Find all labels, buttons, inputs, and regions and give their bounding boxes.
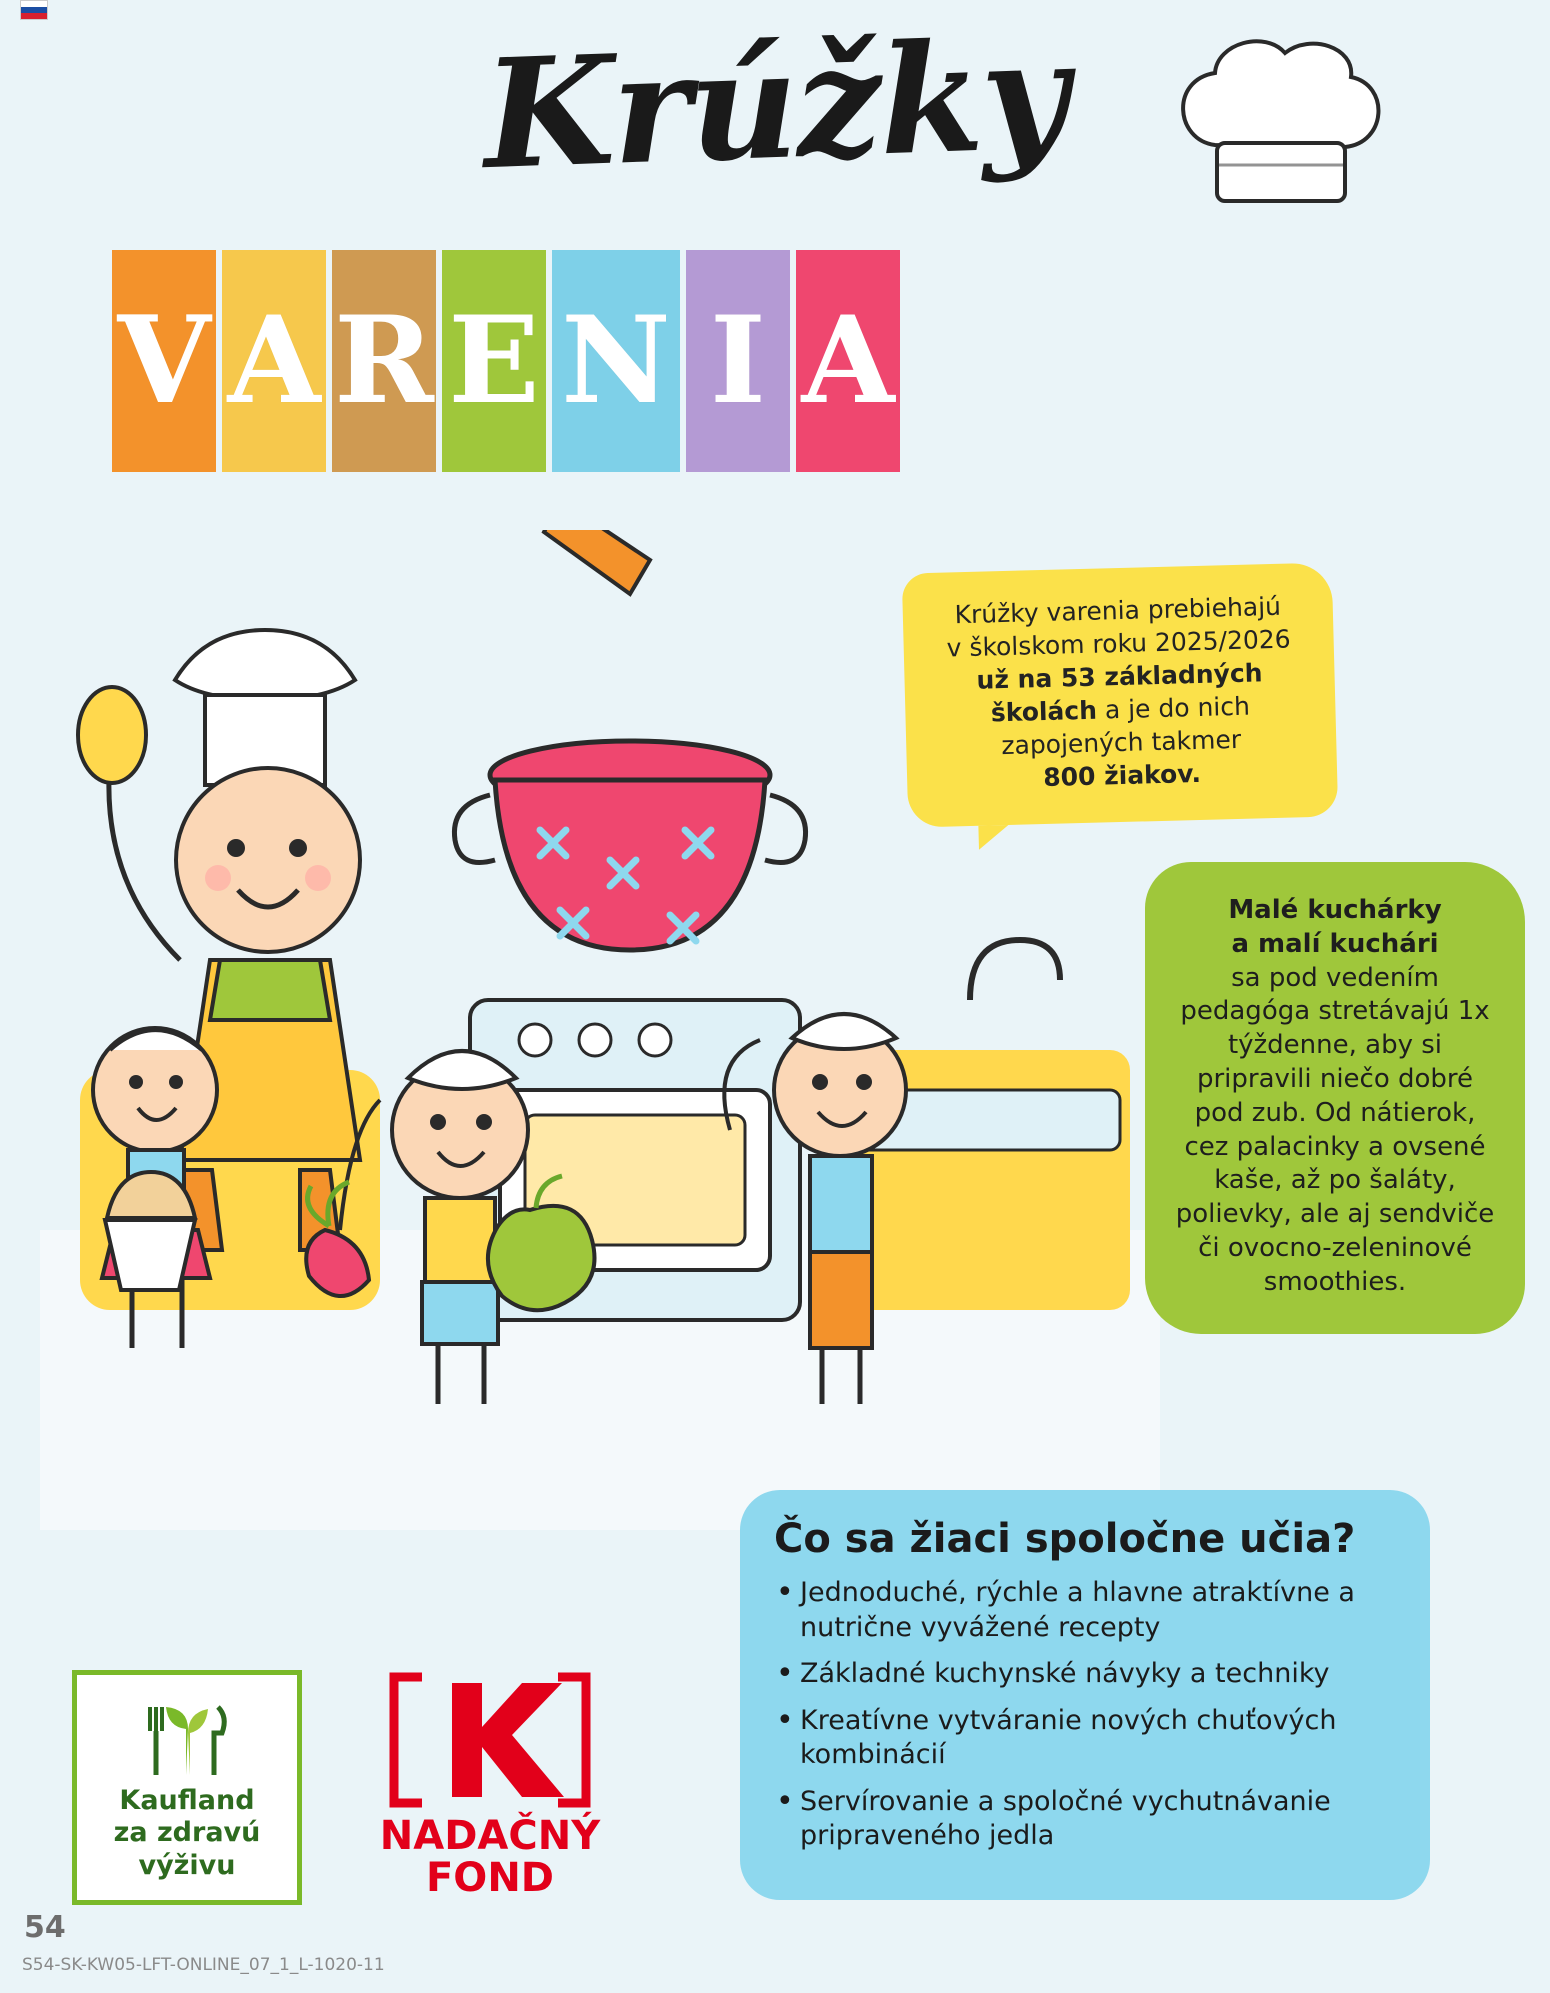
bubble-line-4-bold: školách <box>990 695 1098 728</box>
varenia-letter: R <box>332 250 436 472</box>
bubble-line-5: zapojených takmer <box>1001 724 1242 761</box>
nadacny-fond-logo <box>360 1665 620 1910</box>
leaf-cutlery-icon <box>142 1699 232 1785</box>
footer-code: S54-SK-KW05-LFT-ONLINE_07_1_L-1020-11 <box>22 1955 385 1975</box>
varenia-letter: A <box>222 250 326 472</box>
list-item: • Jednoduché, rýchle a hlavne atraktívne a nutrične vyvážené recepty <box>774 1576 1396 1645</box>
kaufland-logo <box>72 1670 302 1905</box>
green-body-text: sa pod vedením pedagóga stretávajú 1x týždenne, aby si pripravili niečo dobré pod zub. Od nátierok, cez palacinky a ovsené kaše, až po šaláty, polievky, ale aj sendviče či ovocno-zeleninové smoothies. <box>1175 962 1495 1297</box>
chef-hat-icon <box>1155 25 1405 225</box>
panel-heading: Čo sa žiaci spoločne učia? <box>774 1516 1356 1562</box>
varenia-letter: E <box>442 250 546 472</box>
bubble-line-2: v školskom roku 2025/2026 <box>946 624 1291 663</box>
country-flag-icon <box>20 0 48 20</box>
panel-list <box>774 1576 1396 1854</box>
bubble-line-1: Krúžky varenia prebiehajú <box>954 591 1282 630</box>
k-bracket-icon <box>360 1665 620 1815</box>
green-heading-1: Malé kuchárky <box>1228 895 1442 925</box>
varenia-letter: V <box>112 250 216 472</box>
page-title: Krúžky <box>480 6 1070 204</box>
kaufland-line-1: Kaufland <box>119 1784 255 1816</box>
list-item: • Základné kuchynské návyky a techniky <box>774 1657 1396 1692</box>
page-number: 54 <box>24 1910 66 1945</box>
bubble-line-4-rest: a je do nich <box>1096 691 1251 725</box>
varenia-letter: N <box>552 250 680 472</box>
varenia-title-blocks <box>112 250 900 472</box>
info-blob-green <box>1145 862 1525 1334</box>
info-panel-blue <box>740 1490 1430 1900</box>
bubble-line-3: už na 53 základných <box>976 658 1263 695</box>
bubble-line-6: 800 žiakov. <box>1042 758 1202 793</box>
list-item: • Kreatívne vytváranie nových chuťových kombinácií <box>774 1704 1396 1773</box>
green-heading-2: a malí kuchári <box>1231 928 1439 959</box>
nadacny-line-1: NADAČNÝ <box>379 1813 601 1859</box>
kaufland-line-3: výživu <box>138 1849 236 1881</box>
varenia-letter: A <box>796 250 900 472</box>
nadacny-line-2: FOND <box>425 1855 554 1901</box>
info-bubble-yellow <box>902 562 1339 827</box>
varenia-letter: I <box>686 250 790 472</box>
list-item: • Servírovanie a spoločné vychutnávanie pripraveného jedla <box>774 1785 1396 1854</box>
kaufland-line-2: za zdravú <box>113 1817 261 1849</box>
